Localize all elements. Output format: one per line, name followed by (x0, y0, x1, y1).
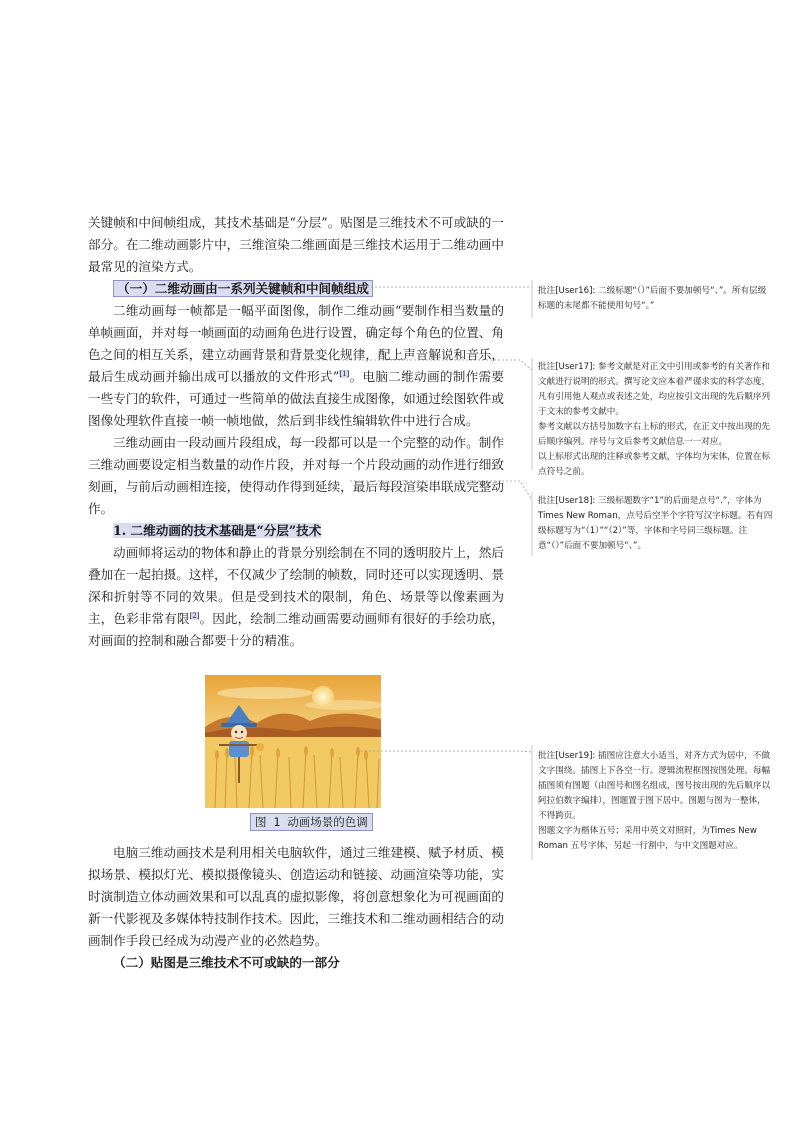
comment-text: 插图应注意大小适当，对齐方式为居中，不做文字围绕。插图上下各空一行。逻辑流程框图按图处理。每幅插图须有图题（由图号和图名组成，图号按出现的先后顺序以阿拉伯数字编排），图题置于图下居中。图题与图为一整体，不得跨页。 (538, 751, 771, 821)
heading-level2-1[interactable] (88, 278, 504, 300)
comment-user17[interactable] (538, 360, 774, 480)
comment-author: 批注[User19]: (538, 751, 596, 761)
paragraph-2d-frames (88, 300, 504, 432)
comment-text-2: 图题文字为楷体五号；采用中英文对照时，为Times New Roman 五号字体，另起一行割中，与中文图题对应。 (538, 826, 757, 851)
comment-user19[interactable] (538, 749, 774, 854)
comment-text: 参考文献是对正文中引用或参考的有关著作和文献进行说明的形式。撰写论文应本着严谨求实的科学态度，凡有引用他人观点或表述之处，均应按引文出现的先后顺序列于文末的参考文献中。 (538, 362, 771, 417)
paragraph-2d-frames-text-a: 二维动画每一帧都是一幅平面图像，制作二维动画“要制作相当数量的单帧画面，并对每一帧画面的动画角色进行设置，确定每个角色的位置、角色之间的相互关系，建立动画背景和背景变化规律，配上声音解说和音乐，最后生成动画并输出成可以播放的文件形式” (88, 303, 504, 384)
comment-author: 批注[User17]: (538, 362, 596, 372)
paragraph-layering-text-b: 。因此，绘制二维动画需要动画师有很好的手绘功底，对画面的控制和融合都要十分的精准。 (88, 611, 505, 648)
paragraph-layering (88, 542, 504, 652)
paragraph-intro: 关键帧和中间帧组成，其技术基础是“分层”。贴图是三维技术不可或缺的一部分。在二维动画影片中，三维渲染二维画面是三维技术运用于二维动画中最常见的渲染方式。 (88, 215, 504, 274)
commented-heading-text[interactable]: （一）二维动画由一系列关键帧和中间帧组成 (113, 280, 373, 297)
comment-author: 批注[User18]: (538, 496, 596, 506)
paragraph-layering-text-a: 动画师将运动的物体和静止的背景分别绘制在不同的透明胶片上，然后叠加在一起拍摄。这样，不仅减少了绘制的帧数，同时还可以实现透明、景深和折射等不同的效果。但是受到技术的限制，角色、场景等以像素画为主，色彩非常有限 (88, 545, 504, 626)
comment-user18[interactable] (538, 494, 774, 554)
comment-user16[interactable] (538, 284, 774, 314)
citation-ref-2[interactable]: [2] (189, 611, 200, 620)
comment-text: 三级标题数字“1”的后面是点号“.”，字体为Times New Roman，点号后空半个字符写汉字标题。若有四级标题写为“（1）”“（2）”等，字体和字号同三级标题。注意“（）”后面不要加顿号“、”。 (538, 496, 773, 551)
animation-scene-image (205, 675, 381, 808)
paragraph-2d-frames-text-b: 。电脑二维动画的制作需要一些专门的软件，可通过一些简单的做法直接生成图像，如通过绘图软件或图像处理软件直接一帧一帧地做，然后到非线性编辑软件中进行合成。 (88, 369, 504, 428)
comment-text-2: 参考文献以方括号加数字右上标的形式，在正文中按出现的先后顺序编列。序号与文后参考文献信息一一对应。 (538, 422, 771, 447)
figure-1 (88, 654, 504, 842)
paragraph-3d-clips: 三维动画由一段动画片段组成，每一段都可以是一个完整的动作。制作三维动画要设定相当数量的动作片段，并对每一个片段动画的动作进行细致刻画，与前后动画相连接，使得动作得到延续，最后每段渲染串联成完整动作。 (88, 435, 504, 516)
comment-para-1 (538, 360, 774, 420)
comment-author: 批注[User16]: (538, 286, 596, 296)
citation-ref-1[interactable]: [1] (339, 369, 350, 378)
figure-caption[interactable]: 图 1 动画场景的色调 (250, 813, 373, 831)
paragraph-3d-technology: 电脑三维动画技术是利用相关电脑软件，通过三维建模、赋予材质、模拟场景、模拟灯光、模拟摄像镜头、创造运动和链接、动画渲染等功能，实时演制造立体动画效果和可以乱真的虚拟影像，将创意想象化为可视画面的新一代影视及多媒体特技制作技术。因此，三维技术和二维动画相结合的动画制作手段已经成为动漫产业的必然趋势。 (88, 845, 504, 948)
document-body (88, 212, 504, 974)
heading-level3-1[interactable] (88, 520, 504, 542)
comment-text: 二级标题“（）”后面不要加顿号“、”。所有层级标题的末尾都不能使用句号“。” (538, 286, 767, 311)
heading-level2-2: （二）贴图是三维技术不可或缺的一部分 (113, 955, 340, 970)
commented-heading3-text[interactable]: 1. 二维动画的技术基础是“分层”技术 (113, 523, 322, 538)
comment-para-1 (538, 749, 774, 824)
comment-text-3: 以上标形式出现的注释或参考文献，字体均为宋体，位置在标点符号之前。 (538, 452, 771, 477)
